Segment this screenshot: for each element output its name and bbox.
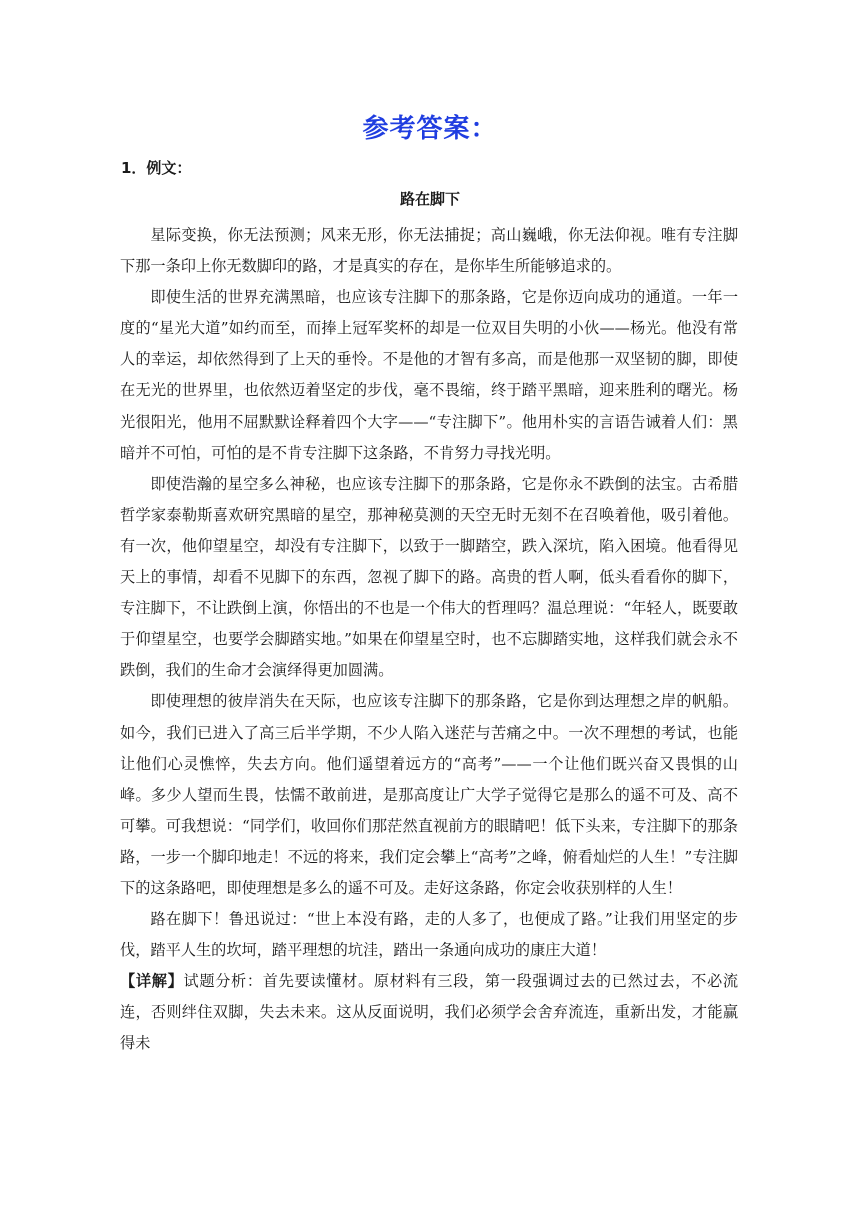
analysis-tag: 【详解】 [120, 972, 184, 991]
essay-paragraph: 星际变换，你无法预测；风来无形，你无法捕捉；高山巍峨，你无法仰视。唯有专注脚下那一条印上你无数脚印的路，才是真实的存在，是你毕生所能够追求的。 [120, 226, 738, 276]
essay-body [120, 220, 738, 1060]
essay-paragraph: 路在脚下！鲁迅说过：“世上本没有路，走的人多了，也便成了路。”让我们用坚定的步伐，踏平人生的坎坷，踏平理想的坑洼，踏出一条通向成功的康庄大道！ [120, 910, 738, 960]
essay-paragraph: 即使理想的彼岸消失在天际，也应该专注脚下的那条路，它是你到达理想之岸的帆船。如今，我们已进入了高三后半学期，不少人陷入迷茫与苦痛之中。一次不理想的考试，也能让他们心灵憔悴，失去方向。他们遥望着远方的“高考”——一个让他们既兴奋又畏惧的山峰。多少人望而生畏，怯懦不敢前进，是那高度让广大学子觉得它是那么的遥不可及、高不可攀。可我想说：“同学们，收回你们那茫然直视前方的眼睛吧！低下头来，专注脚下的那条路，一步一个脚印地走！不远的将来，我们定会攀上“高考”之峰，俯看灿烂的人生！”专注脚下的这条路吧，即使理想是多么的遥不可及。走好这条路，你定会收获别样的人生！ [120, 692, 738, 897]
analysis-paragraph [120, 966, 738, 1059]
question-label: 1．例文： [121, 159, 192, 177]
essay-title: 路在脚下 [399, 190, 460, 208]
page-title: 参考答案： [362, 114, 498, 144]
essay-paragraph: 即使生活的世界充满黑暗，也应该专注脚下的那条路，它是你迈向成功的通道。一年一度的“星光大道”如约而至，而捧上冠军奖杯的却是一位双目失明的小伙——杨光。他没有常人的幸运，却依然得到了上天的垂怜。不是他的才智有多高，而是他那一双坚韧的脚，即使在无光的世界里，也依然迈着坚定的步伐，毫不畏缩，终于踏平黑暗，迎来胜利的曙光。杨光很阳光，他用不屈默默诠释着四个大字——“专注脚下”。他用朴实的言语告诫着人们：黑暗并不可怕，可怕的是不肯专注脚下这条路，不肯努力寻找光明。 [120, 288, 738, 462]
essay-paragraph: 即使浩瀚的星空多么神秘，也应该专注脚下的那条路，它是你永不跌倒的法宝。古希腊哲学家泰勒斯喜欢研究黑暗的星空，那神秘莫测的天空无时无刻不在召唤着他，吸引着他。有一次，他仰望星空，却没有专注脚下，以致于一脚踏空，跌入深坑，陷入困境。他看得见天上的事情，却看不见脚下的东西，忽视了脚下的路。高贵的哲人啊，低头看看你的脚下，专注脚下，不让跌倒上演，你悟出的不也是一个伟大的哲理吗？温总理说：“年轻人，既要敢于仰望星空，也要学会脚踏实地。”如果在仰望星空时，也不忘脚踏实地，这样我们就会永不跌倒，我们的生命才会演绎得更加圆满。 [120, 474, 738, 680]
analysis-text: 试题分析：首先要读懂材。原材料有三段，第一段强调过去的已然过去，不必流连，否则绊住双脚，失去未来。这从反面说明，我们必须学会舍弃流连，重新出发，才能赢得未 [120, 972, 739, 1053]
